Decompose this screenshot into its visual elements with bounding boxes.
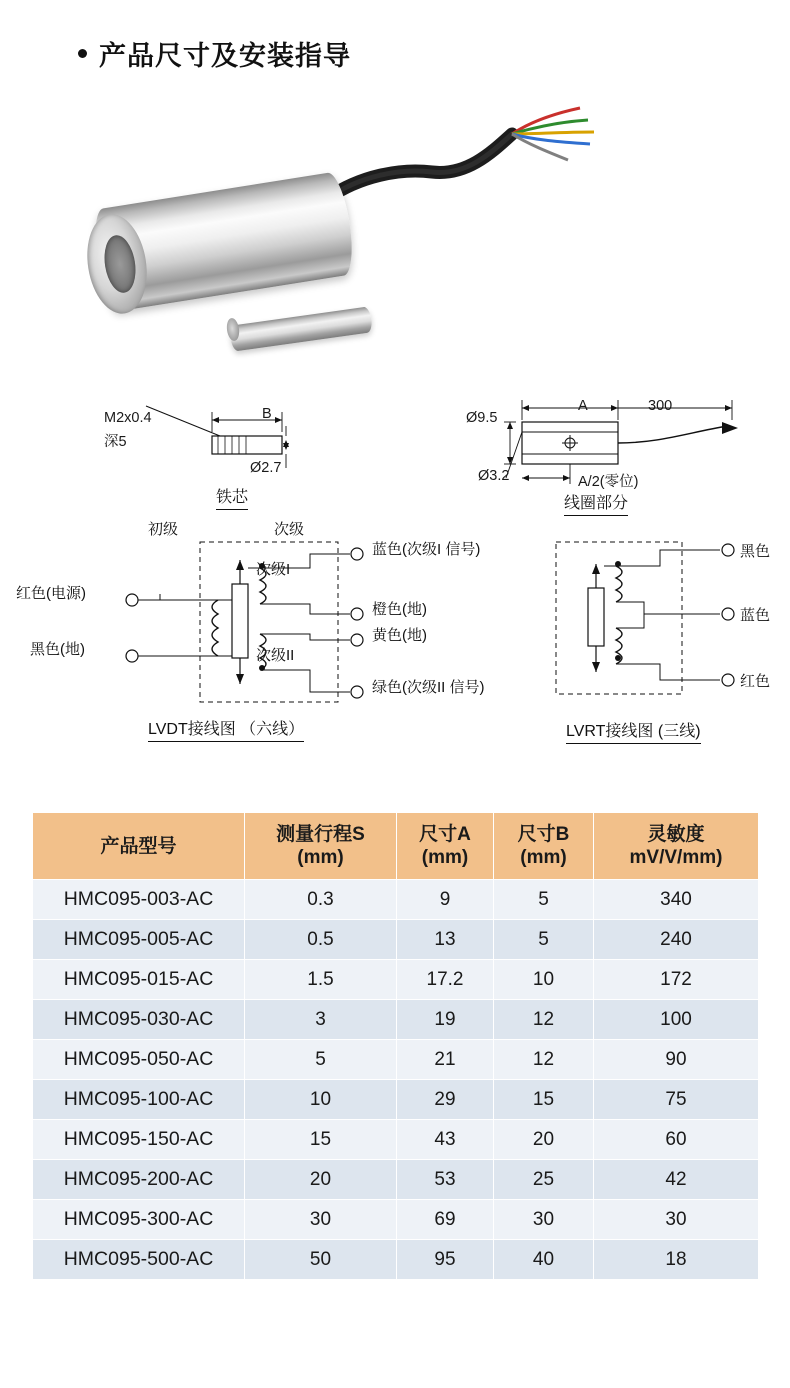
cell-sensitivity: 240 — [594, 920, 759, 960]
cell-stroke: 0.5 — [245, 920, 397, 960]
cell-dim-a: 29 — [397, 1080, 494, 1120]
cell-sensitivity: 340 — [594, 880, 759, 920]
coil-half-a-label: A/2(零位) — [578, 474, 639, 490]
lvdt-orange-ground-label: 橙色(地) — [372, 601, 427, 618]
cell-dim-b: 40 — [494, 1240, 594, 1280]
cell-sensitivity: 90 — [594, 1040, 759, 1080]
bullet-dot-icon — [78, 49, 87, 58]
cell-stroke: 5 — [245, 1040, 397, 1080]
cell-sensitivity: 30 — [594, 1200, 759, 1240]
lvdt-caption: LVDT接线图 （六线） — [148, 716, 304, 742]
cell-model: HMC095-150-AC — [33, 1120, 245, 1160]
core-depth-label: 深5 — [104, 434, 127, 450]
header-dim-a: 尺寸A (mm) — [397, 813, 494, 880]
table-row — [33, 1240, 759, 1280]
core-thread-label: M2x0.4 — [104, 410, 152, 426]
cell-dim-a: 17.2 — [397, 960, 494, 1000]
lvrt-black-label: 黑色 — [740, 543, 771, 560]
lvdt-green-signal-label: 绿色(次级II 信号) — [372, 679, 485, 696]
lvdt-secondary-label: 次级 — [274, 521, 305, 538]
core-caption: 铁芯 — [216, 484, 248, 510]
lvrt-blue-label: 蓝色 — [740, 607, 771, 624]
cell-stroke: 3 — [245, 1000, 397, 1040]
cell-dim-b: 12 — [494, 1000, 594, 1040]
cell-dim-b: 20 — [494, 1120, 594, 1160]
cell-dim-b: 5 — [494, 880, 594, 920]
coil-caption: 线圈部分 — [564, 490, 628, 516]
page-title: 产品尺寸及安装指导 — [99, 41, 351, 71]
coil-dim-a-label: A — [578, 398, 588, 414]
lvdt-secondary-2-label: 次级II — [256, 647, 295, 664]
cell-dim-b: 25 — [494, 1160, 594, 1200]
cell-stroke: 30 — [245, 1200, 397, 1240]
cell-sensitivity: 18 — [594, 1240, 759, 1280]
table-row — [33, 1160, 759, 1200]
product-photo — [60, 80, 750, 380]
cell-stroke: 0.3 — [245, 880, 397, 920]
header-sensitivity: 灵敏度 mV/V/mm) — [594, 813, 759, 880]
cell-dim-a: 9 — [397, 880, 494, 920]
table-row — [33, 960, 759, 1000]
cell-model: HMC095-015-AC — [33, 960, 245, 1000]
header-model: 产品型号 — [33, 813, 245, 880]
table-row — [33, 1000, 759, 1040]
specification-table-wrapper — [32, 812, 758, 1280]
lvdt-blue-signal-label: 蓝色(次级I 信号) — [372, 541, 481, 558]
lvdt-primary-label: 初级 — [148, 521, 179, 538]
cell-model: HMC095-500-AC — [33, 1240, 245, 1280]
table-row — [33, 1040, 759, 1080]
cell-dim-a: 43 — [397, 1120, 494, 1160]
specification-table — [32, 812, 759, 1280]
section-heading — [78, 34, 351, 73]
lvdt-secondary-1-label: 次级I — [256, 561, 291, 578]
cell-model: HMC095-200-AC — [33, 1160, 245, 1200]
coil-cable-length-label: 300 — [648, 398, 673, 414]
cell-dim-b: 12 — [494, 1040, 594, 1080]
technical-drawings — [0, 392, 790, 772]
table-row — [33, 1200, 759, 1240]
table-row — [33, 1120, 759, 1160]
header-dim-b: 尺寸B (mm) — [494, 813, 594, 880]
coil-inner-diameter-label: Ø3.2 — [478, 468, 510, 484]
cell-sensitivity: 75 — [594, 1080, 759, 1120]
cell-stroke: 10 — [245, 1080, 397, 1120]
table-row — [33, 1080, 759, 1120]
cell-model: HMC095-300-AC — [33, 1200, 245, 1240]
table-row — [33, 880, 759, 920]
cell-sensitivity: 60 — [594, 1120, 759, 1160]
header-stroke: 测量行程S (mm) — [245, 813, 397, 880]
cell-model: HMC095-050-AC — [33, 1040, 245, 1080]
coil-outer-diameter-label: Ø9.5 — [466, 410, 498, 426]
cell-stroke: 15 — [245, 1120, 397, 1160]
cell-dim-a: 53 — [397, 1160, 494, 1200]
cell-stroke: 20 — [245, 1160, 397, 1200]
cell-model: HMC095-100-AC — [33, 1080, 245, 1120]
lvdt-red-power-label: 红色(电源) — [16, 585, 86, 602]
cell-model: HMC095-003-AC — [33, 880, 245, 920]
cell-sensitivity: 172 — [594, 960, 759, 1000]
table-header-row — [33, 813, 759, 880]
cell-dim-b: 30 — [494, 1200, 594, 1240]
cell-dim-a: 69 — [397, 1200, 494, 1240]
cell-model: HMC095-005-AC — [33, 920, 245, 960]
cell-dim-b: 5 — [494, 920, 594, 960]
lvdt-yellow-ground-label: 黄色(地) — [372, 627, 427, 644]
cell-sensitivity: 100 — [594, 1000, 759, 1040]
cell-stroke: 1.5 — [245, 960, 397, 1000]
lvdt-black-ground-label: 黑色(地) — [30, 641, 85, 658]
cell-stroke: 50 — [245, 1240, 397, 1280]
cell-dim-a: 19 — [397, 1000, 494, 1040]
lvrt-caption: LVRT接线图 (三线) — [566, 718, 701, 744]
core-dim-b-label: B — [262, 406, 272, 422]
cell-dim-a: 21 — [397, 1040, 494, 1080]
cell-dim-b: 15 — [494, 1080, 594, 1120]
cell-dim-a: 95 — [397, 1240, 494, 1280]
cell-sensitivity: 42 — [594, 1160, 759, 1200]
cell-model: HMC095-030-AC — [33, 1000, 245, 1040]
lvrt-red-label: 红色 — [740, 673, 771, 690]
core-diameter-label: Ø2.7 — [250, 460, 282, 476]
cell-dim-b: 10 — [494, 960, 594, 1000]
table-row — [33, 920, 759, 960]
cell-dim-a: 13 — [397, 920, 494, 960]
